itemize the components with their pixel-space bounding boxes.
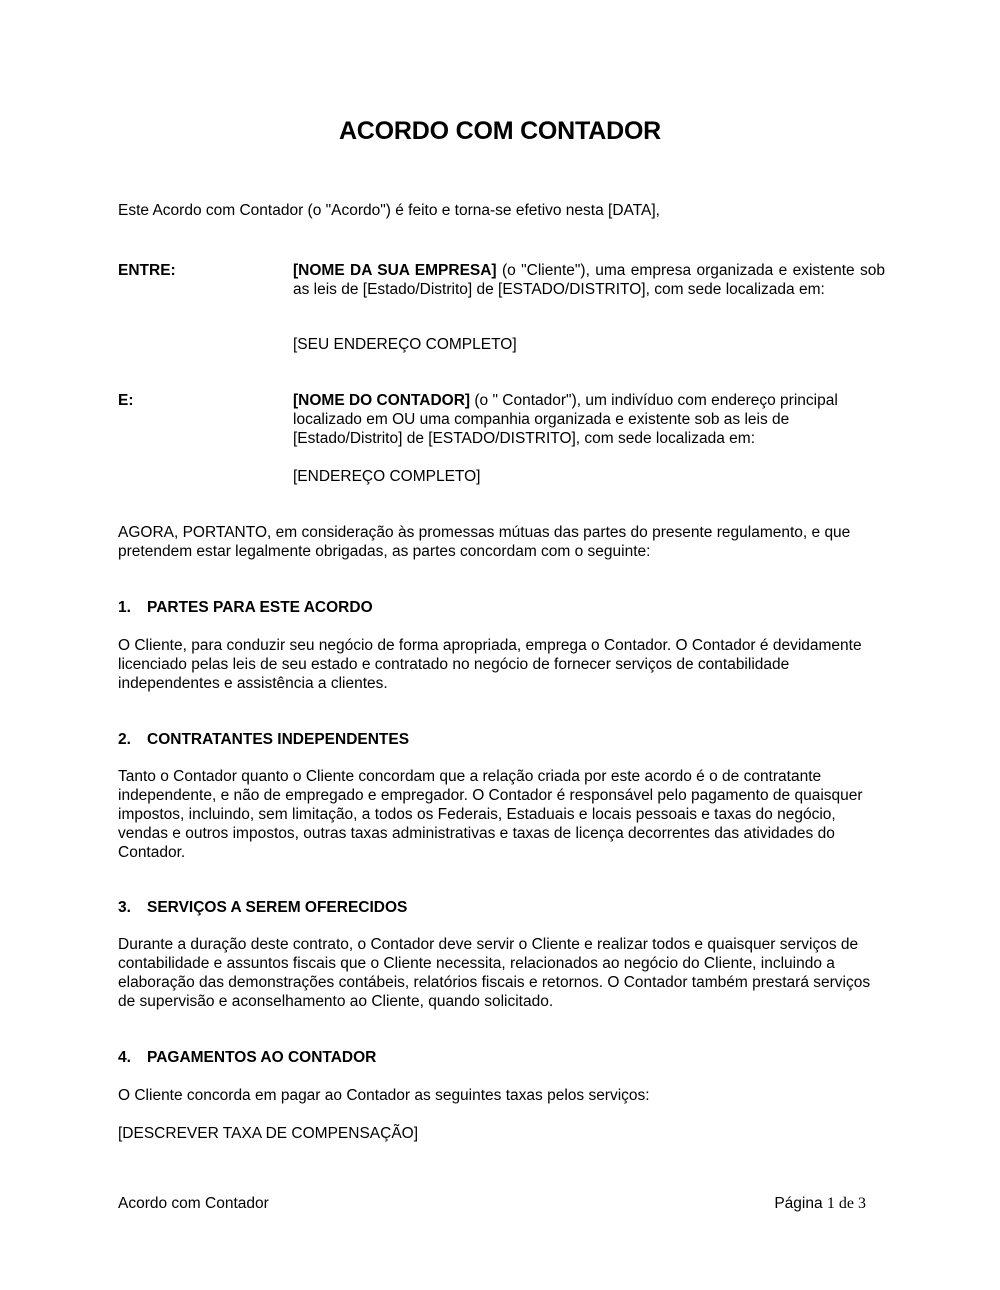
party-name-client: [NOME DA SUA EMPRESA] xyxy=(293,262,497,279)
section-body-2: Tanto o Contador quanto o Cliente concordam que a relação criada por este acordo é o de contratante independente, e não de empregado e empregador. O Contador é responsável pelo pagamento de quaisquer impostos, incluindo, sem limitação, a todos os Federais, Estaduais e locais pessoais e taxas do negócio, vendas e outros impostos, outras taxas administrativas e taxas de licença decorrentes das atividades do Contador. xyxy=(118,768,863,861)
party-text-accountant: (o " Contador"), um indivíduo com endereço principal localizado em OU uma companhia organizada e existente sob as leis de [Estado/Distrito] de [ESTADO/DISTRITO], com sede localizada em: xyxy=(293,392,838,447)
recital-paragraph: AGORA, PORTANTO, em consideração às promessas mútuas das partes do presente regulamento, e que pretendem estar legalmente obrigadas, as partes concordam com o seguinte: xyxy=(118,524,851,560)
footer-document-name: Acordo com Contador xyxy=(118,1195,269,1212)
section-title: PAGAMENTOS AO CONTADOR xyxy=(147,1049,377,1066)
section-title: CONTRATANTES INDEPENDENTES xyxy=(147,731,410,748)
party-address-client: [SEU ENDEREÇO COMPLETO] xyxy=(293,336,517,353)
section-body-3: Durante a duração deste contrato, o Contador deve servir o Cliente e realizar todos e quaisquer serviços de contabilidade e assuntos fiscais que o Cliente necessita, relacionados ao negócio do Cliente, incluindo a elaboração das demonstrações contábeis, relatórios fiscais e retornos. O Contador também prestará serviços de supervisão e aconselhamento ao Cliente, quando solicitado. xyxy=(118,936,871,1010)
document-title: ACORDO COM CONTADOR xyxy=(338,117,662,145)
page-total: 3 xyxy=(858,1195,866,1212)
page-current: 1 xyxy=(826,1195,835,1212)
footer-page-number xyxy=(774,1195,866,1213)
section-number: 3. xyxy=(118,899,131,916)
page-prefix: Página xyxy=(774,1195,827,1212)
section-title: PARTES PARA ESTE ACORDO xyxy=(147,599,373,616)
section-number: 1. xyxy=(118,599,131,616)
section-number: 4. xyxy=(118,1049,131,1066)
page-separator: de xyxy=(834,1195,858,1212)
party-description-client xyxy=(293,261,885,299)
section-heading-3 xyxy=(118,898,407,917)
section-heading-2 xyxy=(118,730,409,749)
party-address-accountant: [ENDEREÇO COMPLETO] xyxy=(293,468,481,485)
party-name-accountant: [NOME DO CONTADOR] xyxy=(293,392,471,409)
party-label-e: E: xyxy=(118,392,134,409)
party-text-client: (o "Cliente"), uma empresa organizada e existente sob as leis de [Estado/Distrito] de [ESTADO/DISTRITO], com sede localizada em: xyxy=(293,262,886,298)
section-number: 2. xyxy=(118,731,131,748)
section-heading-4 xyxy=(118,1048,376,1067)
compensation-placeholder: [DESCREVER TAXA DE COMPENSAÇÃO] xyxy=(118,1125,419,1142)
section-heading-1 xyxy=(118,598,373,617)
party-label-entre: ENTRE: xyxy=(118,262,176,279)
section-body-1: O Cliente, para conduzir seu negócio de forma apropriada, emprega o Contador. O Contador é devidamente licenciado pelas leis de seu estado e contratado no negócio de fornecer serviços de contabilidade independentes e assistência a clientes. xyxy=(118,637,862,692)
section-title: SERVIÇOS A SEREM OFERECIDOS xyxy=(147,899,408,916)
intro-paragraph: Este Acordo com Contador (o "Acordo") é feito e torna-se efetivo nesta [DATA], xyxy=(118,202,660,219)
section-body-4: O Cliente concorda em pagar ao Contador as seguintes taxas pelos serviços: xyxy=(118,1087,650,1104)
party-description-accountant xyxy=(293,391,885,448)
